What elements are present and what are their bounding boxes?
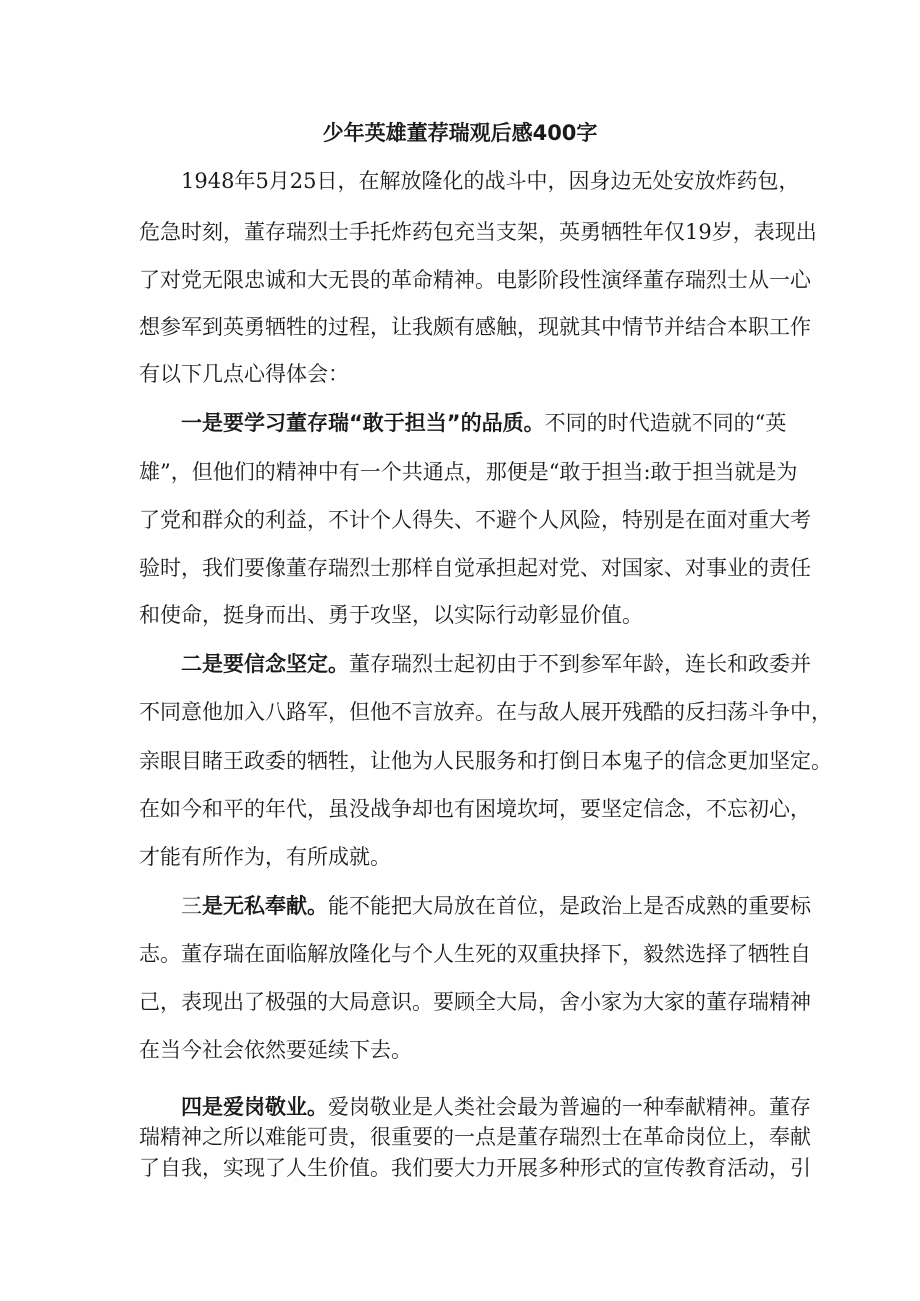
section-4-line: 瑞精神之所以难能可贵，很重要的一点是董存瑞烈士在革命岗位上，奉献 bbox=[139, 1125, 811, 1149]
section-3-line: 在当今社会依然要延续下去。 bbox=[139, 1038, 412, 1062]
section-4-line: 了自我，实现了人生价值。我们要大力开展多种形式的宣传教育活动，引 bbox=[139, 1156, 811, 1180]
intro-line: 1948年5月25日，在解放隆化的战斗中，因身边无处安放炸药包， bbox=[181, 169, 800, 193]
section-2-first-rest: 董存瑞烈士起初由于不到参军年龄，连长和政委并 bbox=[349, 652, 811, 676]
section-2-line: 不同意他加入八路军，但他不言放弃。在与敌人展开残酷的反扫荡斗争中， bbox=[139, 700, 832, 724]
intro-line: 了对党无限忠诚和大无畏的革命精神。电影阶段性演绎董存瑞烈士从一心 bbox=[139, 268, 811, 292]
section-3-first-line bbox=[181, 893, 811, 919]
section-4-heading: 四是爱岗敬业。 bbox=[181, 1095, 328, 1119]
section-2-line: 才能有所作为，有所成就。 bbox=[139, 845, 391, 869]
intro-line: 有以下几点心得体会： bbox=[139, 362, 349, 386]
intro-line: 想参军到英勇牺牲的过程，让我颇有感触，现就其中情节并结合本职工作 bbox=[139, 315, 811, 339]
section-4-first-line bbox=[181, 1094, 811, 1120]
section-1-line: 验时，我们要像董存瑞烈士那样自觉承担起对党、对国家、对事业的责任 bbox=[139, 556, 811, 580]
section-1-first-rest: 不同的时代造就不同的“英 bbox=[544, 411, 787, 435]
document-title: 少年英雄董荐瑞观后感400字 bbox=[322, 121, 598, 145]
section-3-heading: 是无私奉献。 bbox=[202, 894, 328, 918]
section-3-first-rest: 能不能把大局放在首位，是政治上是否成熟的重要标 bbox=[328, 894, 811, 918]
section-4-first-rest: 爱岗敬业是人类社会最为普遍的一种奉献精神。董存 bbox=[328, 1095, 811, 1119]
section-1-line: 了党和群众的利益，不计个人得失、不避个人风险，特别是在面对重大考 bbox=[139, 508, 811, 532]
section-2-heading: 二是要信念坚定。 bbox=[181, 652, 349, 676]
section-1-line: 和使命，挺身而出、勇于攻坚，以实际行动彰显价值。 bbox=[139, 603, 643, 627]
section-3-line: 己，表现出了极强的大局意识。要顾全大局，舍小家为大家的董存瑞精神 bbox=[139, 990, 811, 1014]
section-3-heading-prefix: 三 bbox=[181, 894, 202, 918]
section-2-line: 亲眼目睹王政委的牺牲，让他为人民服务和打倒日本鬼子的信念更加坚定。 bbox=[139, 749, 832, 773]
intro-line: 危急时刻，董存瑞烈士手托炸药包充当支架，英勇牺牲年仅19岁，表现出 bbox=[139, 220, 817, 244]
section-1-heading: 一是要学习董存瑞“敢于担当”的品质。 bbox=[181, 411, 545, 435]
section-2-line: 在如今和平的年代，虽没战争却也有困境坎坷，要坚定信念，不忘初心， bbox=[139, 797, 811, 821]
section-1-first-line bbox=[181, 410, 786, 436]
section-3-line: 志。董存瑞在面临解放隆化与个人生死的双重抉择下，毅然选择了牺牲自 bbox=[139, 942, 811, 966]
section-2-first-line bbox=[181, 651, 811, 677]
section-1-line: 雄”，但他们的精神中有一个共通点，那便是“敢于担当:敢于担当就是为 bbox=[139, 460, 798, 484]
